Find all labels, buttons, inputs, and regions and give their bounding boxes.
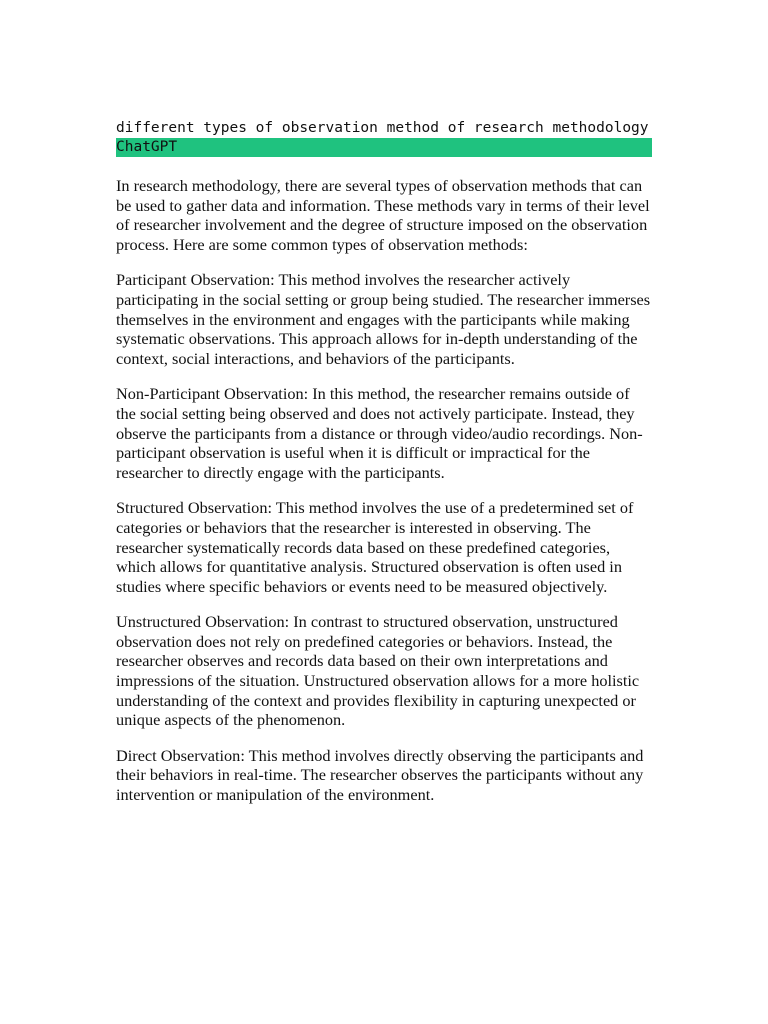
participant-observation-paragraph: Participant Observation: This method involves the researcher actively participating in the social setting or group being studied. The researcher immerses themselves in the environment and engages with the participants while making systematic observations. This approach allows for in-depth understanding of the context, social interactions, and behaviors of the participants. bbox=[116, 270, 651, 368]
speaker-label: ChatGPT bbox=[116, 138, 652, 157]
direct-observation-paragraph: Direct Observation: This method involves directly observing the participants and their behaviors in real-time. The researcher observes the participants without any intervention or manipulation of the environment. bbox=[116, 745, 644, 805]
structured-observation-paragraph: Structured Observation: This method involves the use of a predetermined set of categories or behaviors that the researcher is interested in observing. The researcher systematically records data based on these predefined categories, which allows for quantitative analysis. Structured observation is often used in studies where specific behaviors or events need to be measured objectively. bbox=[116, 498, 634, 596]
unstructured-observation-paragraph: Unstructured Observation: In contrast to structured observation, unstructured observation does not rely on predefined categories or behaviors. Instead, the researcher observes and records data based on their own interpretations and impressions of the situation. Unstructured observation allows for a more holistic understanding of the context and provides flexibility in capturing unexpected or unique aspects of the phenomenon. bbox=[116, 612, 640, 730]
non-participant-observation-paragraph: Non-Participant Observation: In this method, the researcher remains outside of the social setting being observed and does not actively participate. Instead, they observe the participants from a distance or through video/audio recordings. Non-participant observation is useful when it is difficult or impractical for the researcher to directly engage with the participants. bbox=[116, 384, 643, 482]
intro-paragraph: In research methodology, there are several types of observation methods that can be used to gather data and information. These methods vary in terms of their level of researcher involvement and the degree of structure imposed on the observation process. Here are some common types of observation methods: bbox=[116, 176, 650, 254]
user-prompt: different types of observation method of research methodology bbox=[116, 120, 649, 136]
document-page bbox=[116, 118, 652, 821]
